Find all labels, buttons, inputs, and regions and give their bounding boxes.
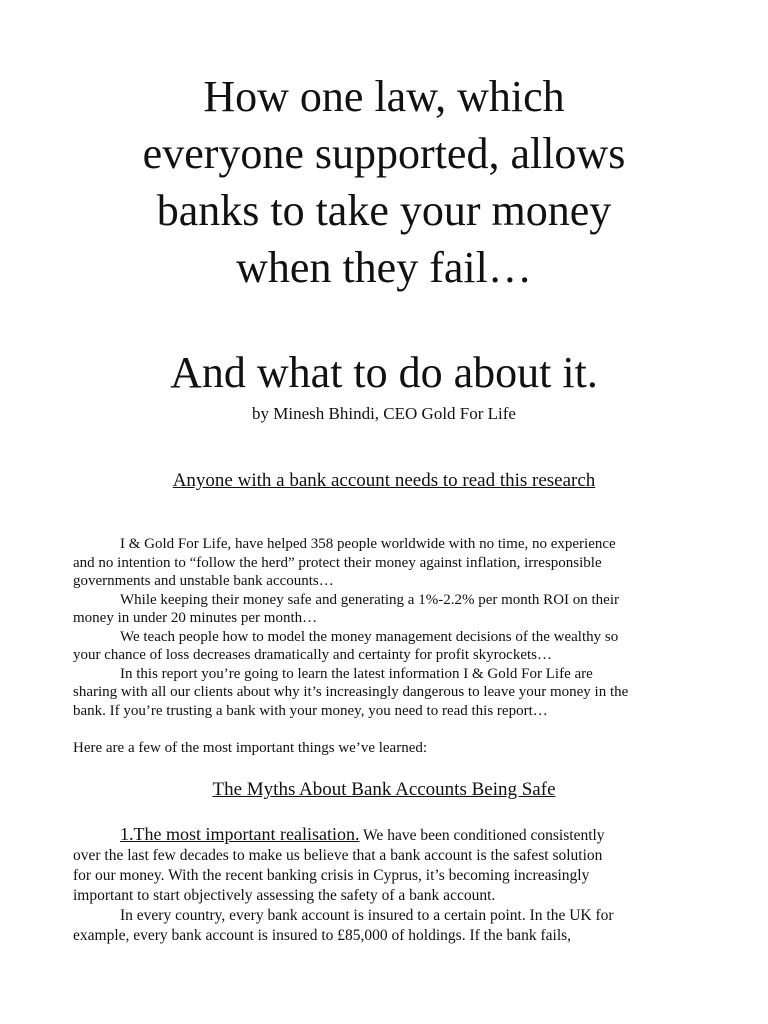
text-line: We teach people how to model the money management decisions of the wealthy so (120, 628, 619, 645)
title-line: How one law, which (203, 72, 565, 121)
document-title (0, 68, 768, 296)
text-line: important to start objectively assessing the safety of a bank account. (73, 887, 496, 904)
title-line: when they fail… (236, 243, 532, 292)
text-line (73, 824, 693, 846)
section-1 (73, 824, 693, 946)
text-line: bank. If you’re trusting a bank with your money, you need to read this report… (73, 702, 548, 719)
text-line: While keeping their money safe and generating a 1%-2.2% per month ROI on their (120, 591, 620, 608)
intro-paragraphs (73, 535, 693, 757)
text-line: In every country, every bank account is insured to a certain point. In the UK for (120, 907, 614, 924)
text-line: over the last few decades to make us believe that a bank account is the safest solution (73, 847, 603, 864)
text-line: sharing with all our clients about why it’s increasingly dangerous to leave your money in the (73, 684, 629, 700)
document-subtitle: And what to do about it. (170, 348, 598, 397)
byline: by Minesh Bhindi, CEO Gold For Life (252, 404, 516, 423)
text-line: I & Gold For Life, have helped 358 people worldwide with no time, no experience (120, 536, 616, 552)
text-line: and no intention to “follow the herd” protect their money against inflation, irresponsible (73, 554, 602, 571)
title-line: banks to take your money (156, 186, 612, 235)
text-line: your chance of loss decreases dramatically and certainty for profit skyrockets… (73, 647, 552, 663)
learned-line: Here are a few of the most important things we’ve learned: (73, 739, 428, 756)
title-line: everyone supported, allows (142, 129, 626, 178)
section-1-label: 1.The most important realisation. (120, 824, 360, 844)
heading-myths: The Myths About Bank Accounts Being Safe (212, 779, 556, 800)
text-line: example, every bank account is insured to £85,000 of holdings. If the bank fails, (73, 927, 572, 944)
text-line: governments and unstable bank accounts… (73, 573, 334, 589)
section-1-text: We have been conditioned consistently (359, 827, 605, 844)
text-line: In this report you’re going to learn the latest information I & Gold For Life are (120, 665, 593, 682)
spacer (73, 720, 693, 739)
heading-research: Anyone with a bank account needs to read this research (172, 470, 596, 491)
text-line: money in under 20 minutes per month… (73, 610, 318, 626)
text-line: for our money. With the recent banking crisis in Cyprus, it’s becoming increasingly (73, 867, 590, 884)
